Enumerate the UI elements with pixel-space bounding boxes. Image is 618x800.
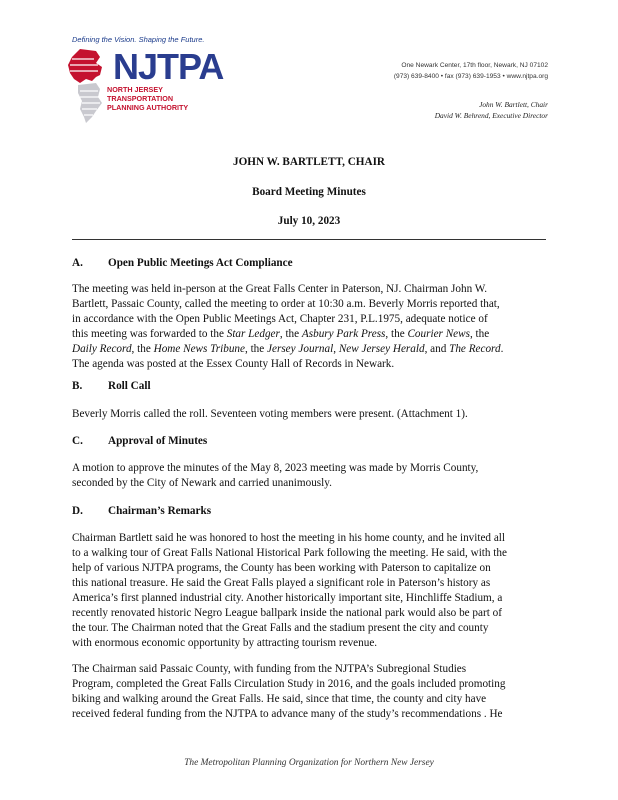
- executive-director-name: David W. Behrend, Executive Director: [434, 111, 548, 120]
- tagline: Defining the Vision. Shaping the Future.: [72, 35, 205, 44]
- text-line: this meeting was forwarded to the Star Ledger, the Asbury Park Press, the Courier News, the: [72, 328, 490, 340]
- text-line: Beverly Morris called the roll. Seventeen voting members were present. (Attachment 1).: [72, 408, 468, 420]
- section-title: Approval of Minutes: [108, 435, 208, 447]
- text-line: The Chairman said Passaic County, with funding from the NJTPA’s Subregional Studies: [72, 663, 467, 675]
- text-line: recently renovated historic Negro League ballpark inside the national park would also be part of: [72, 607, 502, 619]
- logo-wordmark: NJTPA: [113, 46, 224, 87]
- text-line: received federal funding from the NJTPA to advance many of the study’s recommendations . He: [72, 708, 503, 720]
- officers: [435, 99, 548, 121]
- paragraph-open-public-meetings: [72, 282, 546, 372]
- newspaper-name: Home News Tribune: [153, 343, 245, 355]
- text-line: The meeting was held in-person at the Great Falls Center in Paterson, NJ. Chairman John W.: [72, 283, 488, 295]
- newspaper-name: The Record: [449, 343, 501, 355]
- text-line: The agenda was posted at the Essex County Hall of Records in Newark.: [72, 358, 395, 370]
- meeting-date: July 10, 2023: [277, 215, 341, 227]
- text-line: with enormous economic opportunity by attracting tourism revenue.: [72, 637, 378, 649]
- text-line: America’s first planned industrial city. Another historically important site, Hinchliffe Stadium, a: [72, 592, 503, 604]
- section-letter: D.: [72, 505, 83, 517]
- section-title: Open Public Meetings Act Compliance: [108, 257, 293, 269]
- text-line: to a walking tour of Great Falls National Historical Park following the meeting. He said, with the: [72, 547, 507, 559]
- text-line: Chairman Bartlett said he was honored to host the meeting in his home county, and he invited all: [72, 532, 506, 544]
- paragraph-chairmans-remarks-2: [72, 662, 546, 722]
- section-title: Chairman’s Remarks: [108, 505, 212, 517]
- address: One Newark Center, 17th floor, Newark, NJ 07102: [401, 62, 548, 69]
- divider: [72, 239, 546, 240]
- new-jersey-map-logo-icon: [66, 47, 112, 125]
- phone-fax-web: (973) 639-8400 • fax (973) 639-1953 • www.njtpa.org: [393, 73, 548, 80]
- organization-name-line: TRANSPORTATION: [107, 93, 174, 103]
- section-letter: C.: [72, 435, 83, 447]
- text-line: in accordance with the Open Public Meetings Act, Chapter 231, P.L.1975, adequate notice of: [72, 313, 488, 325]
- text-line: biking and walking around the Great Falls. He said, since that time, the county and city have: [72, 693, 487, 705]
- section-letter: B.: [72, 380, 83, 392]
- newspaper-name: New Jersey Herald: [338, 343, 425, 355]
- chair-title: JOHN W. BARTLETT, CHAIR: [232, 156, 386, 168]
- chair-name: John W. Bartlett, Chair: [479, 100, 548, 109]
- paragraph-chairmans-remarks-1: [72, 531, 546, 651]
- text-line: A motion to approve the minutes of the May 8, 2023 meeting was made by Morris County,: [72, 462, 479, 474]
- newspaper-name: Daily Record: [72, 343, 132, 355]
- paragraph-roll-call: [72, 407, 546, 422]
- text-line: the tour. The Chairman noted that the Great Falls and the stadium present the city and county: [72, 622, 489, 634]
- section-heading-b: [72, 380, 151, 392]
- footer-tagline: The Metropolitan Planning Organization for Northern New Jersey: [184, 758, 434, 768]
- text-line: help of various NJTPA programs, the County has been working with Paterson to capitalize on: [72, 562, 491, 574]
- organization-name-line: NORTH JERSEY: [107, 85, 163, 94]
- organization-name: [107, 86, 188, 112]
- newspaper-name: Jersey Journal: [267, 343, 334, 355]
- section-heading-a: [72, 257, 293, 269]
- text-line: Program, completed the Great Falls Circulation Study in 2016, and the goals included promoting: [72, 678, 506, 690]
- section-title: Roll Call: [108, 380, 151, 392]
- organization-name-line: PLANNING AUTHORITY: [107, 102, 189, 112]
- paragraph-approval-of-minutes: [72, 461, 546, 491]
- text-line: seconded by the City of Newark and carried unanimously.: [72, 477, 332, 489]
- text-line: Daily Record, the Home News Tribune, the Jersey Journal, New Jersey Herald, and The Record.: [72, 343, 504, 355]
- section-heading-d: [72, 505, 211, 517]
- text-line: this national treasure. He said the Great Falls played a significant role in Paterson’s history as: [72, 577, 491, 589]
- section-letter: A.: [72, 257, 83, 269]
- newspaper-name: Star Ledger: [226, 328, 280, 340]
- text-line: Bartlett, Passaic County, called the meeting to order at 10:30 a.m. Beverly Morris reported that,: [72, 298, 500, 310]
- section-heading-c: [72, 435, 207, 447]
- document-title: Board Meeting Minutes: [252, 186, 366, 198]
- newspaper-name: Asbury Park Press: [301, 328, 386, 340]
- newspaper-name: Courier News: [407, 328, 470, 340]
- contact-info: [394, 60, 548, 82]
